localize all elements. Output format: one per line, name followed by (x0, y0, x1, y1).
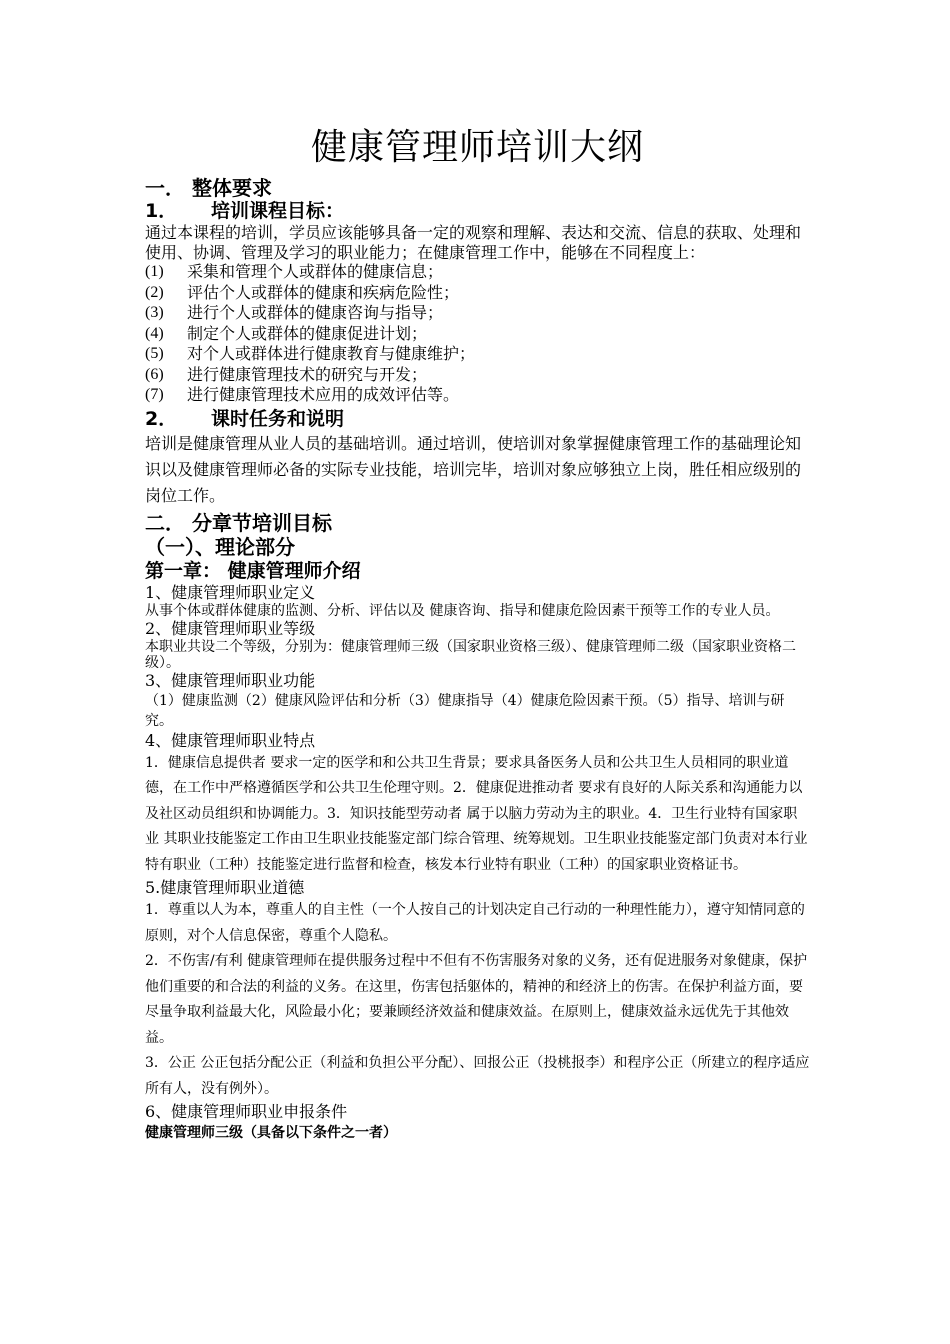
goal-list-item (145, 365, 810, 386)
goal-list-item (145, 344, 810, 365)
section-1-2-heading (145, 408, 810, 431)
feature-heading: 4、健康管理师职业特点 (145, 730, 316, 750)
ethics-paragraph-2: 2．不伤害/有利 健康管理师在提供服务过程中不但有不伤害服务对象的义务，还有促进服务对象健康，保护他们重要的和合法的利益的义务。在这里，伤害包括躯体的，精神的和经济上的伤害。在保护利益方面，要尽量争取利益最大化，风险最小化；要兼顾经济效益和健康效益。在原则上，健康效益永远优先于其他效益。 (145, 953, 808, 1046)
ethics-paragraph-3: 3．公正 公正包括分配公正（利益和负担公平分配）、回报公正（投桃报李）和程序公正（所建立的程序适应所有人，没有例外）。 (145, 1055, 810, 1097)
document-title: 健康管理师培训大纲 (310, 127, 644, 168)
goal-marker: (7) (145, 386, 164, 403)
goal-marker: (4) (145, 324, 164, 342)
goal-list-item (145, 283, 810, 304)
goal-text: 进行健康管理技术的研究与开发； (187, 364, 428, 384)
goal-text: 进行健康管理技术应用的成效评估等。 (187, 385, 460, 404)
feature-text: 1．健康信息提供者 要求一定的医学和和公共卫生背景；要求具备医务人员和公共卫生人员相同的职业道德，在工作中严格遵循医学和公共卫生伦理守则。2．健康促进推动者 要求有良好的人际关系和沟通能力以及社区动员组织和协调能力。3．知识技能型劳动者 属于以脑力劳动为主的职业。4．卫生行业特有国家职业 其职业技能鉴定工作由卫生职业技能鉴定部门综合管理、统筹规划。卫生职业技能鉴定部门负责对本行业特有职业（工种）技能鉴定进行监督和检查，核发本行业特有职业（工种）的国家职业资格证书。 (145, 754, 808, 873)
application-heading: 6、健康管理师职业申报条件 (145, 1102, 348, 1121)
goal-list-item (145, 262, 810, 283)
goal-marker: (5) (145, 345, 164, 362)
level-3-conditions-heading: 健康管理师三级（具备以下条件之一者） (145, 1125, 397, 1141)
course-description: 培训是健康管理从业人员的基础培训。通过培训，使培训对象掌握健康管理工作的基础理论知识以及健康管理师必备的实际专业技能，培训完毕，培训对象应够独立上岗，胜任相应级别的岗位工作。 (145, 433, 802, 505)
function-text: （1）健康监测（2）健康风险评估和分析（3）健康指导（4）健康危险因素干预。（5）指导、培训与研究。 (145, 692, 785, 729)
goal-list-item (145, 324, 810, 345)
training-goal-intro: 通过本课程的培训，学员应该能够具备一定的观察和理解、表达和交流、信息的获取、处理和使用、协调、管理及学习的职业能力；在健康管理工作中，能够在不同程度上： (145, 223, 802, 262)
goal-list (145, 262, 810, 406)
section-1-2-title: 课时任务和说明 (211, 407, 345, 430)
chapter-1-title: 第一章： 健康管理师介绍 (145, 559, 361, 582)
section-1-1-title: 培训课程目标： (211, 200, 345, 222)
goal-list-item (145, 303, 810, 324)
document-page (145, 120, 810, 1144)
level-heading: 2、健康管理师职业等级 (145, 618, 316, 638)
section-1-2-number: 2． (145, 407, 178, 430)
goal-marker: (3) (145, 304, 164, 321)
goal-text: 进行个人或群体的健康咨询与指导； (187, 303, 444, 322)
section-1-1-heading (145, 200, 810, 223)
goal-list-item (145, 385, 810, 406)
goal-text: 评估个人或群体的健康和疾病危险性； (187, 282, 460, 302)
section-2-heading: 二． 分章节培训目标 (145, 510, 332, 535)
ethics-paragraph-1: 1．尊重以人为本，尊重人的自主性（一个人按自己的计划决定自己行动的一种理性能力），遵守知情同意的原则，对个人信息保密，尊重个人隐私。 (145, 902, 805, 944)
function-heading: 3、健康管理师职业功能 (145, 670, 316, 690)
goal-text: 制定个人或群体的健康促进计划； (187, 323, 428, 343)
section-1-1-number: 1． (145, 200, 178, 222)
theory-part-heading: （一）、理论部分 (145, 534, 295, 559)
definition-text: 从事个体或群体健康的监测、分析、评估以及 健康咨询、指导和健康危险因素干预等工作的专业人员。 (145, 602, 780, 619)
goal-text: 采集和管理个人或群体的健康信息； (187, 262, 444, 281)
goal-text: 对个人或群体进行健康教育与健康维护； (187, 344, 476, 363)
definition-heading: 1、健康管理师职业定义 (145, 582, 316, 602)
goal-marker: (2) (145, 283, 164, 301)
goal-marker: (6) (145, 365, 164, 383)
level-text: 本职业共设二个等级，分别为：健康管理师三级（国家职业资格三级）、健康管理师二级（国家职业资格二级）。 (145, 638, 796, 671)
section-1-heading: 一． 整体要求 (145, 176, 272, 200)
goal-marker: (1) (145, 263, 164, 280)
ethics-heading: 5.健康管理师职业道德 (145, 878, 305, 897)
